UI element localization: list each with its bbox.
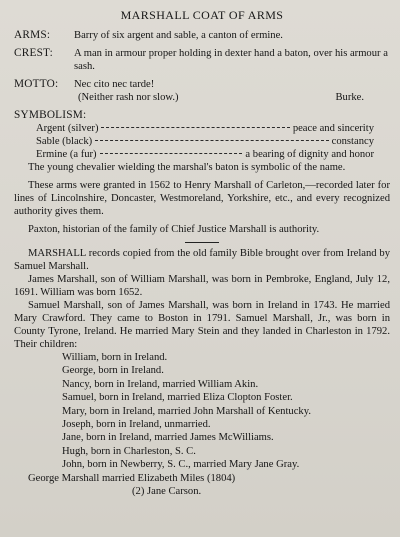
child-entry: Hugh, born in Charleston, S. C. <box>62 445 196 457</box>
granted-paragraph: These arms were granted in 1562 to Henry Marshall of Carleton,—recorded later for lines of Lincolnshire, Doncaster, Westmoreland, Yorkshire, etc., and every recognized authority gives them. <box>14 180 390 217</box>
child-entry: Jane, born in Ireland, married James McWilliams. <box>62 432 274 444</box>
arms-label: ARMS: <box>14 29 51 41</box>
child-entry: George, born in Ireland. <box>62 365 164 377</box>
child-entry: Samuel, born in Ireland, married Eliza Clopton Foster. <box>62 392 293 404</box>
dotted-leader <box>100 153 243 154</box>
child-entry: John, born in Newberry, S. C., married Mary Jane Gray. <box>62 459 300 471</box>
symbolism-row <box>14 148 390 161</box>
crest-entry <box>14 47 390 73</box>
motto-latin: Nec cito nec tarde! <box>74 79 155 90</box>
symbolism-note: The young chevalier wielding the marshal's baton is symbolic of the name. <box>28 162 346 173</box>
second-marriage-line: (2) Jane Carson. <box>132 485 202 497</box>
crest-label: CREST: <box>14 47 53 59</box>
symbolism-meaning: a bearing of dignity and honor <box>245 149 374 160</box>
child-entry: Joseph, born in Ireland, unmarried. <box>62 419 211 431</box>
symbolism-list <box>14 122 390 161</box>
symbolism-meaning: peace and sincerity <box>292 123 374 134</box>
dotted-leader <box>101 127 289 128</box>
arms-entry <box>14 29 390 42</box>
james-paragraph: James Marshall, son of William Marshall, was born in Pembroke, England, July 12, 1691. William was born 1652. <box>14 274 390 298</box>
crest-text: A man in armour proper holding in dexter hand a baton, over his armour a sash. <box>74 48 388 72</box>
motto-label: MOTTO: <box>14 78 59 90</box>
motto-translation: (Neither rash nor slow.) <box>78 92 179 103</box>
samuel-paragraph: Samuel Marshall, son of James Marshall, was born in Ireland in 1743. He married Mary Crawford. They came to Boston in 1791. Samuel Marshall, Jr., was born in County Tyrone, Ireland. He married Mary Stein and they landed in Charleston in 1792. Their children: <box>14 300 390 350</box>
george-marriage-line: George Marshall married Elizabeth Miles (1804) <box>28 472 236 484</box>
children-list <box>14 351 390 472</box>
symbolism-term: Argent (silver) <box>36 123 99 134</box>
child-entry: Nancy, born in Ireland, married William Akin. <box>62 378 259 390</box>
dotted-leader <box>95 140 328 141</box>
symbolism-row <box>14 122 390 135</box>
symbolism-term: Sable (black) <box>36 136 93 147</box>
symbolism-meaning: constancy <box>331 136 374 147</box>
child-entry: William, born in Ireland. <box>62 352 168 363</box>
arms-text: Barry of six argent and sable, a canton of ermine. <box>74 30 283 41</box>
paxton-paragraph: Paxton, historian of the family of Chief Justice Marshall is authority. <box>28 224 320 235</box>
section-divider <box>185 242 219 243</box>
child-entry: Mary, born in Ireland, married John Marshall of Kentucky. <box>62 405 311 417</box>
records-paragraph: MARSHALL records copied from the old family Bible brought over from Ireland by Samuel Marshall. <box>14 248 390 272</box>
symbolism-term: Ermine (a fur) <box>36 149 97 160</box>
page-title: MARSHALL COAT OF ARMS <box>120 8 284 22</box>
symbolism-row <box>14 135 390 148</box>
symbolism-label: SYMBOLISM: <box>14 109 87 121</box>
motto-source: Burke. <box>335 92 364 103</box>
motto-entry <box>14 78 390 104</box>
